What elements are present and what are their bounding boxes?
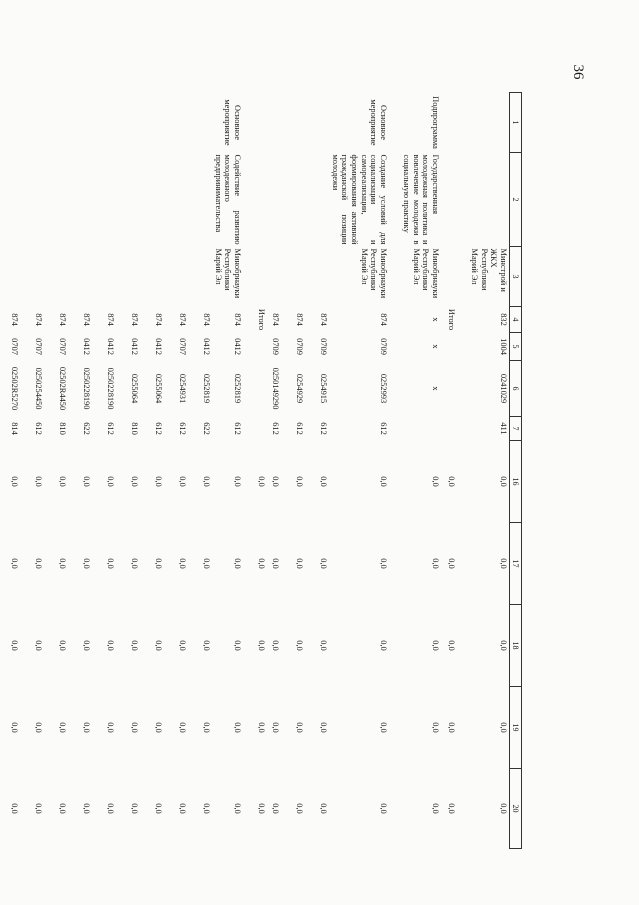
cell-c2 xyxy=(68,153,92,247)
cell-c16: 0,0 xyxy=(202,476,212,487)
cell-c1 xyxy=(243,93,267,153)
cell-c17: 0,0 xyxy=(178,558,188,569)
cell-c18: 0,0 xyxy=(58,640,68,651)
cell-c18: 0,0 xyxy=(233,640,243,651)
cell-c6: 0250149290 xyxy=(271,367,281,410)
cell-c1 xyxy=(267,93,281,153)
cell-c17: 0,0 xyxy=(257,558,267,569)
header-cell: 1 xyxy=(510,93,522,153)
cell-c1: Основное мероприятие xyxy=(223,99,243,146)
table-row xyxy=(305,93,329,849)
cell-c6: 0250228190 xyxy=(82,367,92,410)
table-row xyxy=(164,93,188,849)
cell-c7: 612 xyxy=(379,422,388,435)
cell-c20: 0,0 xyxy=(202,803,212,814)
cell-c1 xyxy=(441,93,457,153)
cell-c17: 0,0 xyxy=(202,558,212,569)
cell-c16: 0,0 xyxy=(106,476,116,487)
cell-c3 xyxy=(164,247,188,307)
cell-c3 xyxy=(243,247,267,307)
cell-c4: 874 xyxy=(379,313,388,326)
cell-c16: 0,0 xyxy=(154,476,164,487)
cell-c6: 0250228190 xyxy=(106,367,116,410)
cell-c17: 0,0 xyxy=(233,558,243,569)
cell-c19: 0,0 xyxy=(10,722,20,733)
cell-c16: 0,0 xyxy=(34,476,44,487)
cell-c17: 0,0 xyxy=(82,558,92,569)
cell-c3 xyxy=(0,247,20,307)
cell-c2: Создание условий для социализации и самореализации, формирования активной гражданской позиции молодежи xyxy=(330,154,388,245)
cell-c18: 0,0 xyxy=(178,640,188,651)
cell-c1 xyxy=(164,93,188,153)
header-cell: 20 xyxy=(510,769,522,849)
cell-c1 xyxy=(305,93,329,153)
cell-c7: 622 xyxy=(82,422,92,435)
cell-c20: 0,0 xyxy=(10,803,20,814)
cell-c7: 810 xyxy=(58,422,68,435)
cell-c17: 0,0 xyxy=(106,558,116,569)
cell-c3 xyxy=(140,247,164,307)
cell-c18: 0,0 xyxy=(499,640,508,651)
cell-c20: 0,0 xyxy=(257,803,267,814)
cell-c19: 0,0 xyxy=(202,722,212,733)
cell-c19: 0,0 xyxy=(154,722,164,733)
cell-c17: 0,0 xyxy=(319,558,329,569)
cell-c17: 0,0 xyxy=(58,558,68,569)
cell-c1 xyxy=(457,93,510,153)
budget-table xyxy=(0,92,522,849)
cell-c19: 0,0 xyxy=(319,722,329,733)
cell-c18: 0,0 xyxy=(295,640,305,651)
header-cell: 5 xyxy=(510,333,522,361)
cell-c17: 0,0 xyxy=(10,558,20,569)
cell-c3 xyxy=(281,247,305,307)
cell-c19: 0,0 xyxy=(58,722,68,733)
cell-c18: 0,0 xyxy=(34,640,44,651)
cell-c6: 0250254450 xyxy=(34,367,44,410)
cell-c5: 0709 xyxy=(319,338,329,355)
cell-c17: 0,0 xyxy=(431,558,440,569)
cell-c2 xyxy=(20,153,44,247)
cell-c4: 832 xyxy=(499,313,508,326)
cell-c2 xyxy=(116,153,140,247)
cell-c7: 622 xyxy=(202,422,212,435)
cell-c2 xyxy=(243,153,267,247)
cell-c4: 874 xyxy=(82,313,92,326)
cell-c18: 0,0 xyxy=(154,640,164,651)
cell-c7: 810 xyxy=(130,422,140,435)
cell-c5: 1004 xyxy=(499,338,508,355)
cell-c16: 0,0 xyxy=(178,476,188,487)
cell-c20: 0,0 xyxy=(154,803,164,814)
cell-c20: 0,0 xyxy=(82,803,92,814)
cell-c2 xyxy=(281,153,305,247)
cell-c2 xyxy=(92,153,116,247)
cell-c3 xyxy=(44,247,68,307)
cell-c4: 874 xyxy=(154,313,164,326)
cell-c6 xyxy=(243,361,267,417)
cell-c20: 0,0 xyxy=(58,803,68,814)
cell-c17: 0,0 xyxy=(295,558,305,569)
cell-c19: 0,0 xyxy=(447,722,456,733)
cell-c4: 874 xyxy=(178,313,188,326)
cell-c3: Минстрой и ЖКХ Республики Марий Эл xyxy=(470,248,508,292)
cell-c7: 612 xyxy=(34,422,44,435)
cell-c20: 0,0 xyxy=(499,803,508,814)
cell-c18: 0,0 xyxy=(130,640,140,651)
cell-c1 xyxy=(281,93,305,153)
cell-c20: 0,0 xyxy=(271,803,281,814)
cell-c6: 0241029 xyxy=(499,373,508,404)
cell-c16: 0,0 xyxy=(431,476,440,487)
cell-c20: 0,0 xyxy=(295,803,305,814)
cell-c17: 0,0 xyxy=(447,558,456,569)
cell-c6: 0252993 xyxy=(379,373,388,404)
cell-c19: 0,0 xyxy=(257,722,267,733)
cell-c4: 874 xyxy=(319,313,329,326)
cell-c18: 0,0 xyxy=(271,640,281,651)
cell-c3 xyxy=(68,247,92,307)
cell-c6: x xyxy=(431,386,440,391)
cell-c7 xyxy=(441,417,457,441)
cell-c16: 0,0 xyxy=(295,476,305,487)
cell-c1 xyxy=(44,93,68,153)
cell-c2 xyxy=(457,153,510,247)
table-row xyxy=(68,93,92,849)
cell-c5: 0412 xyxy=(106,338,116,355)
cell-c16: 0,0 xyxy=(233,476,243,487)
cell-c1 xyxy=(188,93,212,153)
cell-c20: 0,0 xyxy=(34,803,44,814)
cell-c2 xyxy=(140,153,164,247)
table-row xyxy=(188,93,212,849)
cell-c1 xyxy=(116,93,140,153)
cell-c6: 02502R4450 xyxy=(58,366,68,411)
cell-c1: Основное мероприятие xyxy=(369,99,388,146)
header-row xyxy=(510,93,522,849)
cell-c5: 0412 xyxy=(82,338,92,355)
cell-c5: 0707 xyxy=(58,338,68,355)
cell-c20: 0,0 xyxy=(431,803,440,814)
cell-c5 xyxy=(441,333,457,361)
page-number: 36 xyxy=(570,64,586,80)
cell-c5: 0709 xyxy=(271,338,281,355)
table-row xyxy=(441,93,457,849)
cell-c4: Итого xyxy=(257,308,267,331)
cell-c18: 0,0 xyxy=(10,640,20,651)
cell-c19: 0,0 xyxy=(82,722,92,733)
cell-c18: 0,0 xyxy=(82,640,92,651)
rotated-landscape-table xyxy=(10,92,522,848)
cell-c6: 0255064 xyxy=(154,373,164,404)
cell-c4: 874 xyxy=(106,313,116,326)
cell-c2 xyxy=(164,153,188,247)
cell-c6: 0255064 xyxy=(130,373,140,404)
cell-c2 xyxy=(188,153,212,247)
cell-c16: 0,0 xyxy=(379,476,388,487)
cell-c17: 0,0 xyxy=(34,558,44,569)
cell-c3: Минобрнауки Республики Марий Эл xyxy=(213,248,243,299)
cell-c4: 874 xyxy=(10,313,20,326)
cell-c1 xyxy=(68,93,92,153)
cell-c3 xyxy=(267,247,281,307)
cell-c2 xyxy=(0,153,20,247)
cell-c19: 0,0 xyxy=(431,722,440,733)
cell-c7: 612 xyxy=(271,422,281,435)
cell-c19: 0,0 xyxy=(295,722,305,733)
cell-c4: 874 xyxy=(295,313,305,326)
cell-c1 xyxy=(20,93,44,153)
cell-c19: 0,0 xyxy=(106,722,116,733)
cell-c16: 0,0 xyxy=(271,476,281,487)
cell-c5: 0707 xyxy=(34,338,44,355)
cell-c3: Минобрнауки Республики Марий Эл xyxy=(359,248,388,299)
table-row xyxy=(44,93,68,849)
table-row xyxy=(281,93,305,849)
cell-c1 xyxy=(140,93,164,153)
cell-c18: 0,0 xyxy=(257,640,267,651)
table-row xyxy=(243,93,267,849)
cell-c20: 0,0 xyxy=(233,803,243,814)
cell-c3 xyxy=(116,247,140,307)
table-row xyxy=(329,93,389,849)
cell-c5: 0709 xyxy=(295,338,305,355)
cell-c16: 0,0 xyxy=(130,476,140,487)
cell-c7: 411 xyxy=(499,422,508,435)
cell-c17: 0,0 xyxy=(154,558,164,569)
cell-c19: 0,0 xyxy=(130,722,140,733)
cell-c1 xyxy=(0,93,20,153)
cell-c16: 0,0 xyxy=(10,476,20,487)
cell-c17: 0,0 xyxy=(499,558,508,569)
header-cell: 19 xyxy=(510,687,522,769)
cell-c3 xyxy=(92,247,116,307)
cell-c2 xyxy=(305,153,329,247)
cell-c16: 0,0 xyxy=(58,476,68,487)
cell-c7: 612 xyxy=(178,422,188,435)
cell-c19: 0,0 xyxy=(499,722,508,733)
cell-c16: 0,0 xyxy=(82,476,92,487)
table-row xyxy=(140,93,164,849)
cell-c19: 0,0 xyxy=(233,722,243,733)
cell-c5: 0412 xyxy=(130,338,140,355)
cell-c3: Минобрнауки Республики Марий Эл xyxy=(411,248,440,299)
header-cell: 2 xyxy=(510,153,522,247)
cell-c17: 0,0 xyxy=(271,558,281,569)
cell-c1: Подпрограмма xyxy=(431,96,440,149)
table-row xyxy=(92,93,116,849)
cell-c20: 0,0 xyxy=(319,803,329,814)
cell-c5 xyxy=(243,333,267,361)
cell-c2 xyxy=(44,153,68,247)
cell-c7: 612 xyxy=(106,422,116,435)
cell-c3 xyxy=(188,247,212,307)
cell-c4: x xyxy=(431,317,440,322)
cell-c2 xyxy=(267,153,281,247)
header-cell: 3 xyxy=(510,247,522,307)
cell-c4: 874 xyxy=(202,313,212,326)
cell-c4: 874 xyxy=(130,313,140,326)
cell-c16: 0,0 xyxy=(257,476,267,487)
cell-c20: 0,0 xyxy=(379,803,388,814)
cell-c4: 874 xyxy=(233,313,243,326)
cell-c4: 874 xyxy=(271,313,281,326)
table-area xyxy=(10,92,522,848)
cell-c6: 0252819 xyxy=(202,373,212,404)
cell-c2: Содействие развитию молодежного предпринимательства xyxy=(213,154,243,245)
header-cell: 7 xyxy=(510,417,522,441)
cell-c5: 0412 xyxy=(233,338,243,355)
cell-c6: 0252819 xyxy=(233,373,243,404)
cell-c20: 0,0 xyxy=(447,803,456,814)
cell-c7: 612 xyxy=(154,422,164,435)
cell-c7: 814 xyxy=(10,422,20,435)
cell-c6: 0254931 xyxy=(178,373,188,404)
cell-c7: 612 xyxy=(295,422,305,435)
cell-c18: 0,0 xyxy=(447,640,456,651)
table-row xyxy=(116,93,140,849)
header-cell: 17 xyxy=(510,523,522,605)
cell-c3 xyxy=(441,247,457,307)
cell-c16: 0,0 xyxy=(499,476,508,487)
cell-c20: 0,0 xyxy=(178,803,188,814)
cell-c16: 0,0 xyxy=(447,476,456,487)
cell-c18: 0,0 xyxy=(379,640,388,651)
cell-c6: 0254929 xyxy=(295,373,305,404)
table-row xyxy=(212,93,243,849)
cell-c20: 0,0 xyxy=(130,803,140,814)
cell-c5: x xyxy=(431,344,440,349)
cell-c18: 0,0 xyxy=(106,640,116,651)
cell-c19: 0,0 xyxy=(271,722,281,733)
cell-c4: 874 xyxy=(34,313,44,326)
cell-c4: 874 xyxy=(58,313,68,326)
cell-c16: 0,0 xyxy=(319,476,329,487)
cell-c7 xyxy=(243,417,267,441)
cell-c18: 0,0 xyxy=(319,640,329,651)
header-cell: 6 xyxy=(510,361,522,417)
header-cell: 18 xyxy=(510,605,522,687)
cell-c3 xyxy=(20,247,44,307)
cell-c3 xyxy=(305,247,329,307)
cell-c6: 0254915 xyxy=(319,373,329,404)
cell-c19: 0,0 xyxy=(178,722,188,733)
cell-c17: 0,0 xyxy=(379,558,388,569)
cell-c1 xyxy=(92,93,116,153)
header-cell: 16 xyxy=(510,441,522,523)
cell-c4: Итого xyxy=(447,308,456,331)
table-row xyxy=(20,93,44,849)
cell-c17: 0,0 xyxy=(130,558,140,569)
cell-c5: 0412 xyxy=(154,338,164,355)
cell-c7 xyxy=(389,417,441,441)
cell-c19: 0,0 xyxy=(34,722,44,733)
cell-c18: 0,0 xyxy=(202,640,212,651)
table-row xyxy=(0,93,20,849)
cell-c7: 612 xyxy=(233,422,243,435)
table-row xyxy=(457,93,510,849)
cell-c5: 0412 xyxy=(202,338,212,355)
cell-c5: 0707 xyxy=(178,338,188,355)
cell-c5: 0707 xyxy=(10,338,20,355)
cell-c6: 02502R5270 xyxy=(10,366,20,411)
cell-c6 xyxy=(441,361,457,417)
table-row xyxy=(267,93,281,849)
cell-c20: 0,0 xyxy=(106,803,116,814)
cell-c19: 0,0 xyxy=(379,722,388,733)
table-row xyxy=(389,93,441,849)
cell-c2 xyxy=(441,153,457,247)
cell-c5: 0709 xyxy=(379,338,388,355)
cell-c18: 0,0 xyxy=(431,640,440,651)
cell-c2: Государственная молодежная политика и вовлечение молодежи в социальную практику xyxy=(402,154,440,245)
header-cell: 4 xyxy=(510,307,522,333)
cell-c7: 612 xyxy=(319,422,329,435)
